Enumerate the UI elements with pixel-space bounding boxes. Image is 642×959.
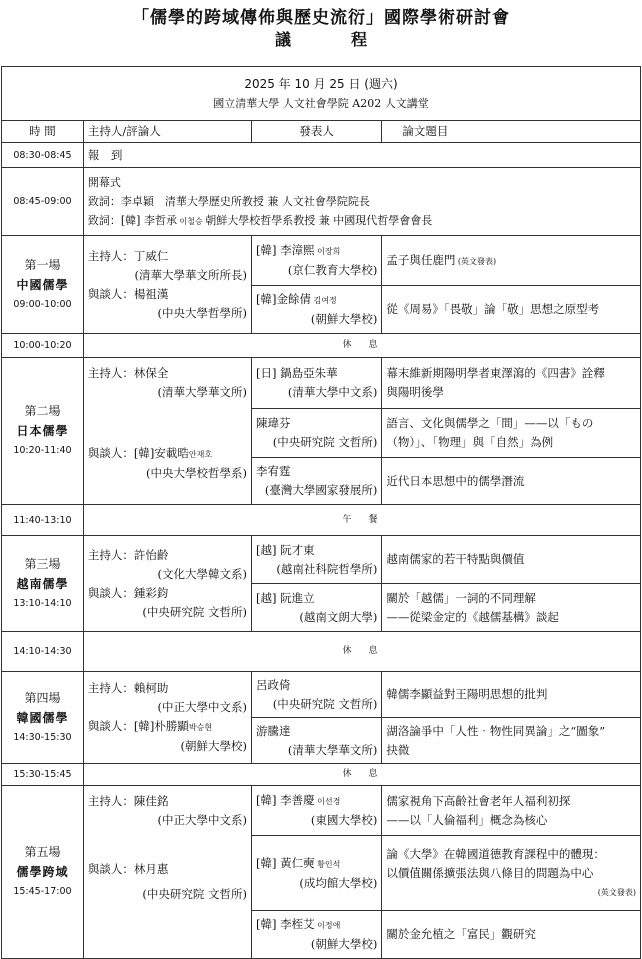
opening-speech-1: 致詞：李卓穎 清華大學歷史所教授 兼 人文社會學院院長 [87,194,370,208]
break-4-row [2,764,641,786]
session-1-presenter-1: [韓] 李漳熙 이장희 (京仁教育大學校) [251,236,381,286]
subtitle-char-2: 程 [351,30,368,49]
session-5-presenter-1: [韓] 李善慶 이선경 (東國大學校) [251,786,381,836]
agenda-table [1,66,641,959]
session-4-paper-1: 韓儒李顯益對王陽明思想的批判 [382,672,641,718]
session-5-paper-3: 關於金允植之「富民」觀研究 [382,911,641,959]
date-venue-row [2,67,641,121]
session-5-presenter-3: [韓] 李桎艾 이정애 (朝鮮大學校) [251,911,381,959]
session-2-paper-3: 近代日本思想中的儒學潛流 [382,458,641,505]
break-1-time: 10:00-10:20 [2,334,84,358]
session-3-paper-1: 越南儒家的若干特點與價值 [382,536,641,584]
registration-time: 08:30-08:45 [2,143,84,168]
conference-title: 「儒學的跨域傳佈與歷史流衍」國際學術研討會 [132,8,510,28]
session-5-presenter-2: [韓] 黃仁奭 황인석 (成均館大學校) [251,836,381,911]
session-4-row-1 [2,672,641,718]
table-header-row [2,121,641,143]
break-4-label: 休 息 [83,764,640,786]
session-4-presenter-2: 游騰達 (清華大學華文所) [251,718,381,764]
opening-speech-2: 致詞：[韓] 李哲承 이철승 朝鮮大學校哲學系教授 兼 中國現代哲學會會長 [87,213,433,227]
session-3-hosts: 主持人：許怡齡 (文化大學韓文系) 與談人：鍾彩鈞 (中央研究院 文哲所) [83,536,251,632]
session-3-presenter-1: [越] 阮才東 (越南社科院哲學所) [251,536,381,584]
break-4-time: 15:30-15:45 [2,764,84,786]
session-5-label: 第五場 儒學跨域 15:45-17:00 [2,786,84,959]
break-3-label: 休 息 [83,632,640,672]
subtitle-char-1: 議 [274,30,291,49]
session-4-presenter-1: 呂政倚 (中央研究院 文哲所) [251,672,381,718]
session-1-paper-2: 從《周易》「畏敬」論「敬」思想之原型考 [382,286,641,334]
registration-label: 報 到 [83,143,640,168]
session-2-presenter-2: 陳瑋芬 (中央研究院 文哲所) [251,409,381,458]
break-1-row [2,334,641,358]
session-3-presenter-2: [越] 阮進立 (越南文朗大學) [251,584,381,632]
conference-date: 2025 年 10 月 25 日 (週六) [244,76,398,91]
session-3-row-1 [2,536,641,584]
session-1-paper-1: 孟子與任鹿門 (英文發表) [382,236,641,286]
session-2-label: 第二場 日本儒學 10:20-11:40 [2,358,84,505]
session-1-hosts: 主持人：丁威仁 (清華大學華文所所長) 與談人：楊祖漢 (中央大學哲學所) [83,236,251,334]
opening-row [2,168,641,236]
session-5-hosts: 主持人：陳佳銘 (中正大學中文系) 與談人：林月惠 (中央研究院 文哲所) [83,786,251,959]
header-time: 時 間 [2,121,84,143]
session-2-paper-2: 語言、文化與儒學之「間」——以「もの （物）」、「物理」與「自然」為例 [382,409,641,458]
break-1-label: 休 息 [83,334,640,358]
break-3-row [2,632,641,672]
break-2-time: 11:40-13:10 [2,505,84,536]
session-2-hosts: 主持人：林保全 (清華大學華文所) 與談人：[韓]安載晧안재호 (中央大學校哲學系) [83,358,251,505]
conference-venue: 國立清華大學 人文社會學院 A202 人文講堂 [213,96,429,110]
session-5-paper-2: 論《大學》在韓國道德教育課程中的體現： 以價值關係擴張法與八條目的問題為中心 (英文發表) [382,836,641,911]
session-4-label: 第四場 韓國儒學 14:30-15:30 [2,672,84,764]
session-4-hosts: 主持人：賴柯助 (中正大學中文系) 與談人：[韓]朴勝顯박승현 (朝鮮大學校) [83,672,251,764]
session-2-presenter-3: 李宥霆 (臺灣大學國家發展所) [251,458,381,505]
session-4-paper-2: 湖洛論爭中「人性‧物性同異論」之“圖象” 抉微 [382,718,641,764]
header-host: 主持人/評論人 [83,121,251,143]
session-1-presenter-2: [韓]金餘倩 김여정 (朝鮮大學校) [251,286,381,334]
session-2-presenter-1: [日] 鍋島亞朱華 (清華大學中文系) [251,358,381,409]
session-2-row-1 [2,358,641,409]
session-5-paper-1: 儒家視角下高齡社會老年人福利初探 ——以「人倫福利」概念為核心 [382,786,641,836]
session-1-label: 第一場 中國儒學 09:00-10:00 [2,236,84,334]
break-2-label: 午 餐 [83,505,640,536]
break-2-row [2,505,641,536]
session-5-row-1 [2,786,641,836]
break-3-time: 14:10-14:30 [2,632,84,672]
registration-row [2,143,641,168]
opening-time: 08:45-09:00 [2,168,84,236]
session-2-paper-1: 幕末維新期陽明學者東澤瀉的《四書》詮釋 與陽明後學 [382,358,641,409]
session-3-paper-2: 關於「越儒」一詞的不同理解 ——從梁金定的《越儒基構》談起 [382,584,641,632]
session-1-row-1 [2,236,641,286]
agenda-subtitle [0,30,642,50]
header-presenter: 發表人 [251,121,381,143]
agenda-page [0,6,642,956]
opening-label: 開幕式 [87,175,121,189]
session-3-label: 第三場 越南儒學 13:10-14:10 [2,536,84,632]
header-paper: 論文題目 [382,121,641,143]
